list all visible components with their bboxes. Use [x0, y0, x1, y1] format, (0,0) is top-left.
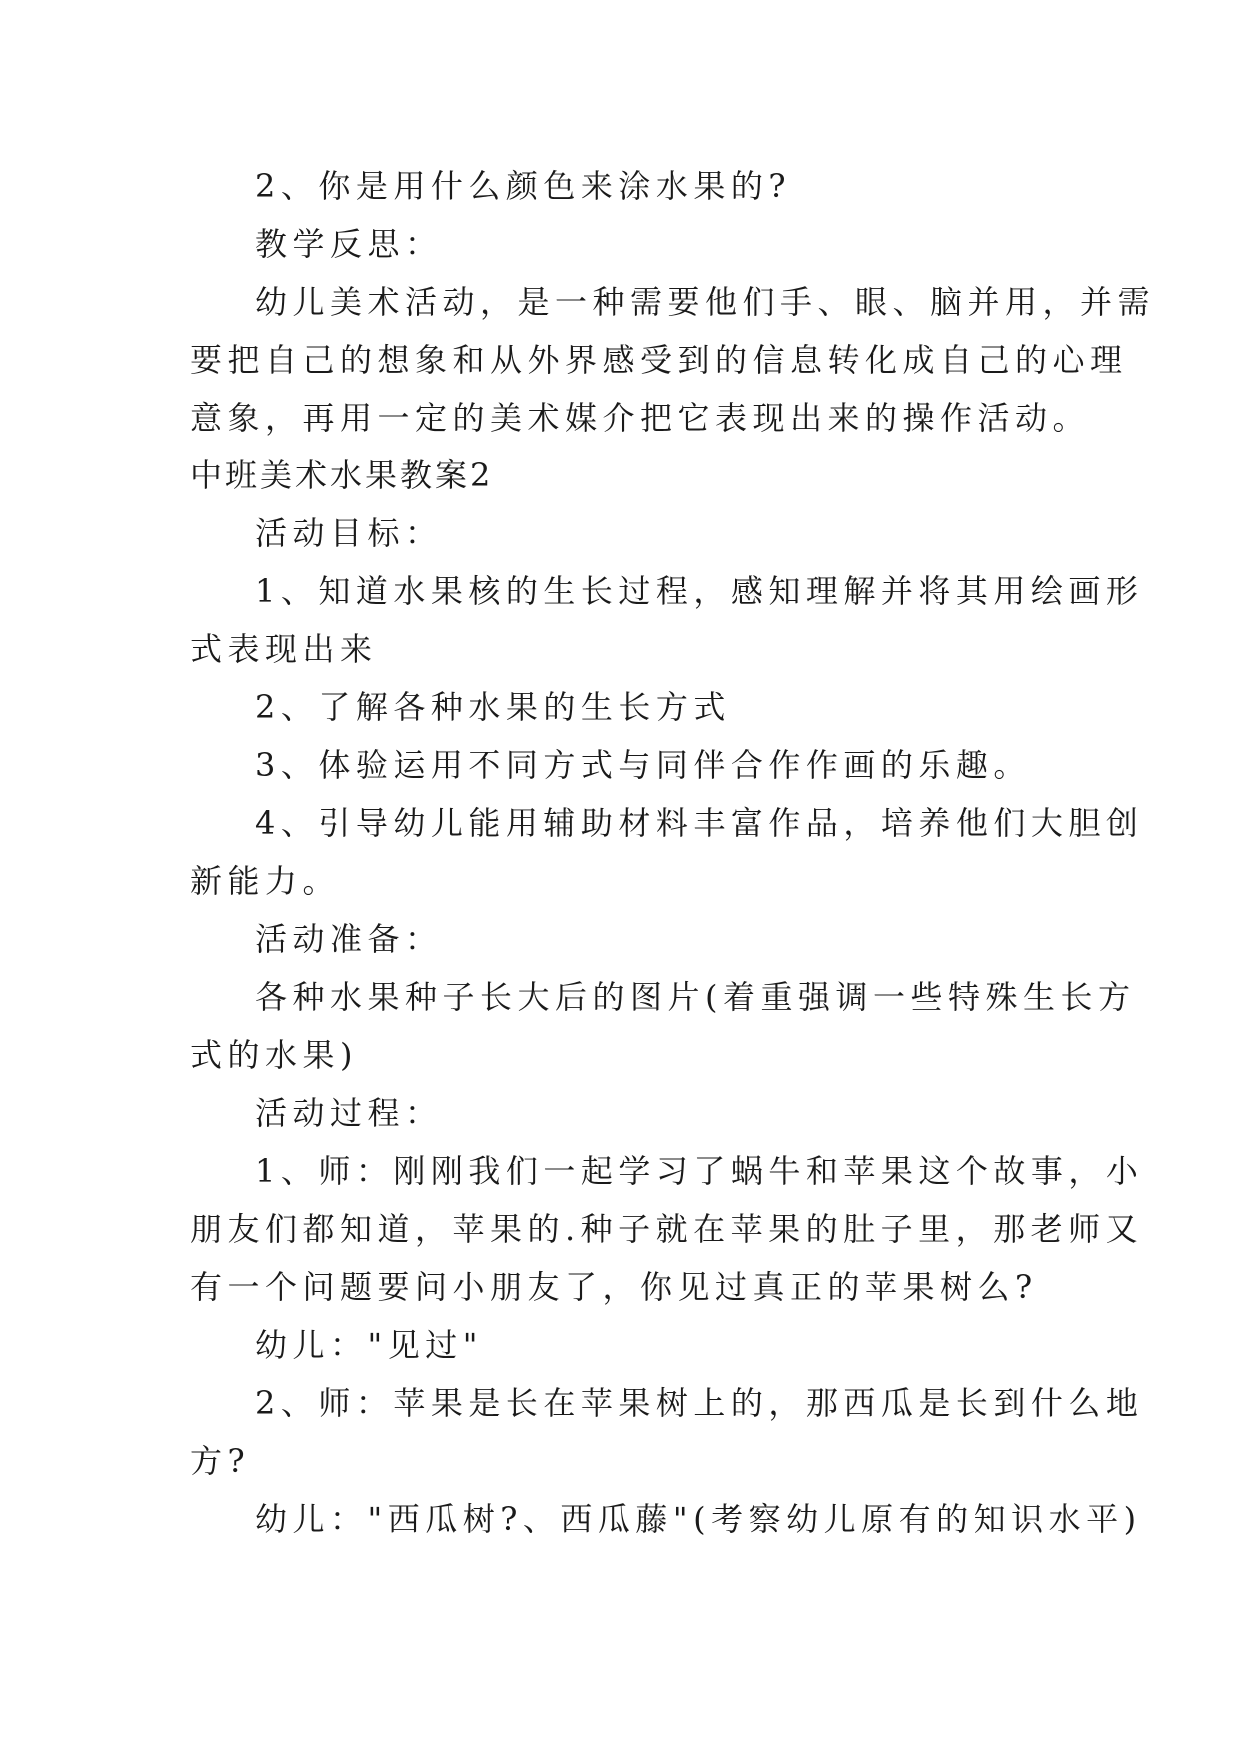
- preparation-line-2: 式的水果): [190, 1036, 358, 1074]
- process-step-1-line-1: 1、师：刚刚我们一起学习了蜗牛和苹果这个故事，小: [255, 1152, 1144, 1190]
- goal-2: 2、了解各种水果的生长方式: [255, 688, 731, 726]
- section-title: 中班美术水果教案2: [190, 456, 494, 494]
- preparation-line-1: 各种水果种子长大后的图片(着重强调一些特殊生长方: [255, 978, 1136, 1016]
- child-answer-2: 幼儿："西瓜树?、西瓜藤"(考察幼儿原有的知识水平): [255, 1500, 1142, 1538]
- process-step-2-line-2: 方?: [190, 1442, 251, 1480]
- process-step-2-line-1: 2、师：苹果是长在苹果树上的，那西瓜是长到什么地: [255, 1384, 1144, 1422]
- paragraph-reflection-heading: 教学反思：: [255, 225, 443, 263]
- process-heading: 活动过程：: [255, 1094, 443, 1132]
- process-step-1-line-2: 朋友们都知道，苹果的.种子就在苹果的肚子里，那老师又: [190, 1210, 1144, 1248]
- paragraph-reflection-line-1: 幼儿美术活动，是一种需要他们手、眼、脑并用，并需: [255, 283, 1156, 321]
- paragraph-reflection-line-3: 意象，再用一定的美术媒介把它表现出来的操作活动。: [190, 399, 1091, 437]
- paragraph-question-2: 2、你是用什么颜色来涂水果的?: [255, 167, 792, 205]
- goal-4-line-2: 新能力。: [190, 862, 341, 900]
- preparation-heading: 活动准备：: [255, 920, 443, 958]
- process-step-1-line-3: 有一个问题要问小朋友了，你见过真正的苹果树么?: [190, 1268, 1038, 1306]
- goal-1-line-1: 1、知道水果核的生长过程，感知理解并将其用绘画形: [255, 572, 1144, 610]
- paragraph-reflection-line-2: 要把自己的想象和从外界感受到的信息转化成自己的心理: [190, 341, 1128, 379]
- goal-3: 3、体验运用不同方式与同伴合作作画的乐趣。: [255, 746, 1031, 784]
- goal-1-line-2: 式表现出来: [190, 630, 378, 668]
- goal-4-line-1: 4、引导幼儿能用辅助材料丰富作品，培养他们大胆创: [255, 804, 1144, 842]
- goals-heading: 活动目标：: [255, 514, 443, 552]
- child-answer-1: 幼儿："见过": [255, 1326, 483, 1364]
